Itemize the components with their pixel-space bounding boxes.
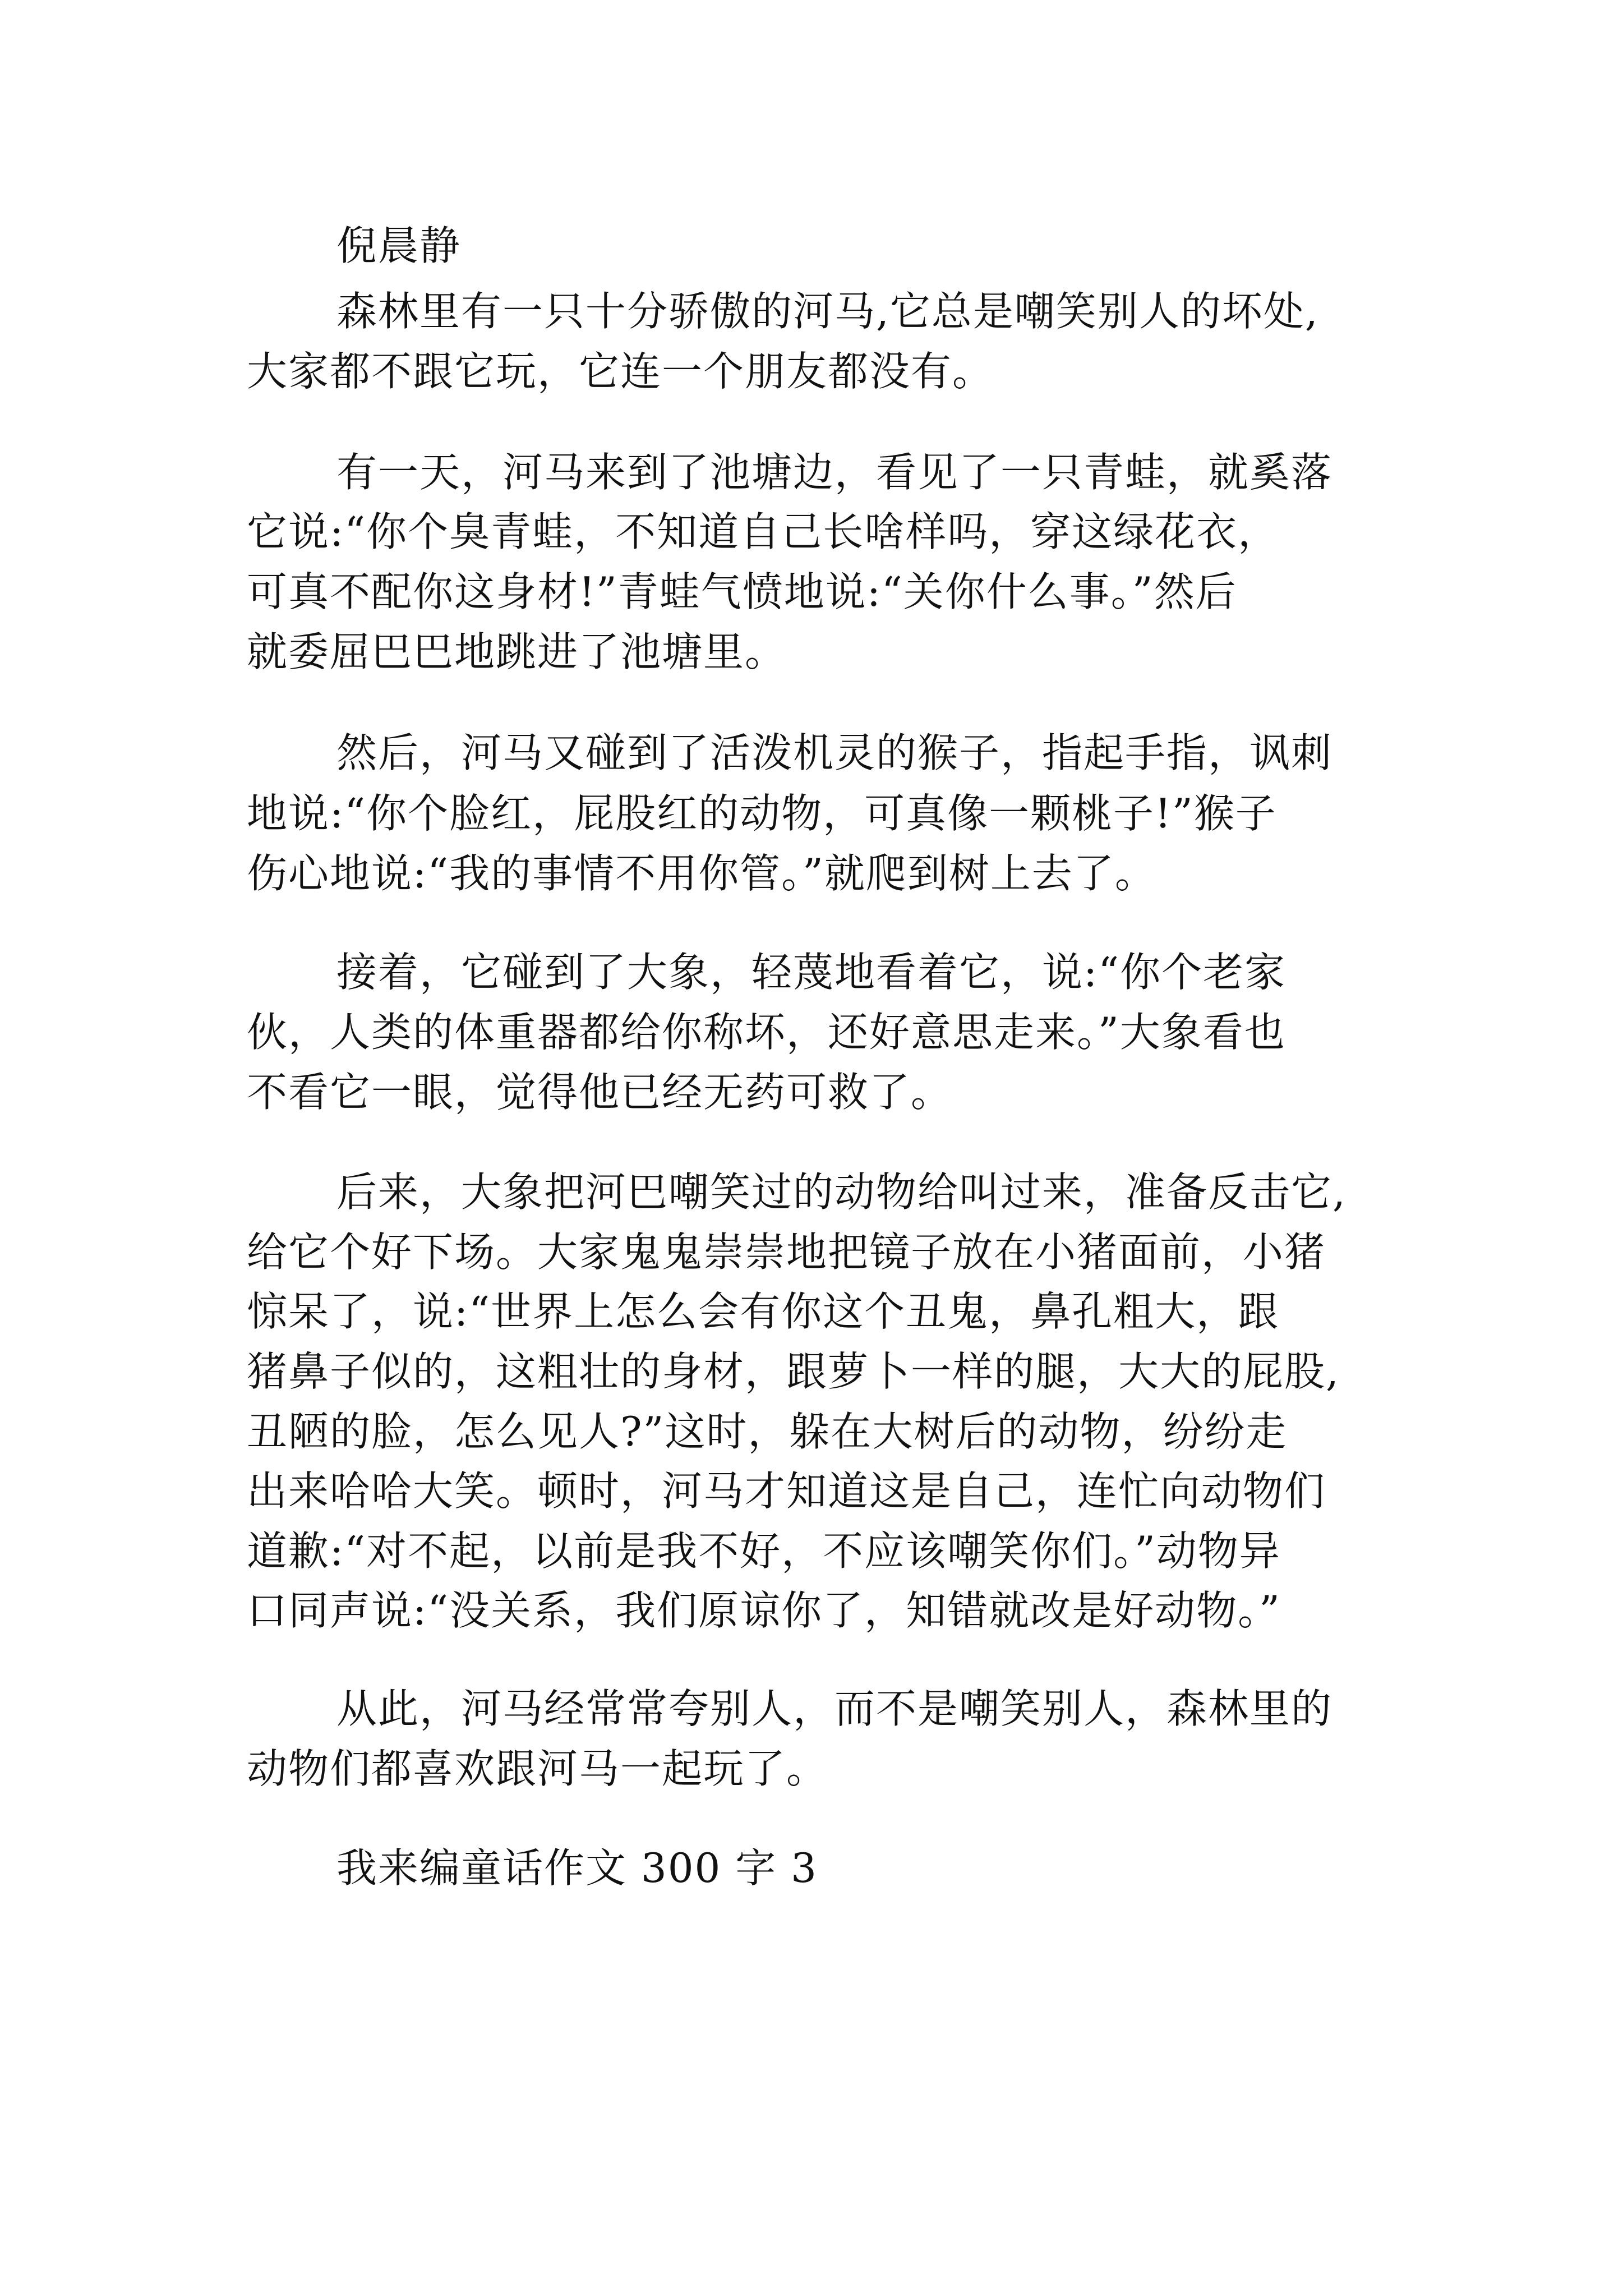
text-line: 伙，人类的体重器都给你称坏，还好意思走来。”大象看也 [247,1009,1286,1056]
text-line: 接着，它碰到了大象，轻蔑地看着它，说:“你个老家 [336,949,1287,996]
text-line: 给它个好下场。大家鬼鬼崇崇地把镜子放在小猪面前，小猪 [247,1228,1326,1276]
text-line: 有一天，河马来到了池塘边，看见了一只青蛙，就奚落 [336,449,1333,496]
author-line: 倪晨静 [336,222,462,269]
text-line: 出来哈哈大笑。顿时，河马才知道这是自己，连忙向动物们 [247,1467,1326,1515]
text-line: 惊呆了，说:“世界上怎么会有你这个丑鬼，鼻孔粗大，跟 [247,1288,1280,1335]
text-line: 猪鼻子似的，这粗壮的身材，跟萝卜一样的腿，大大的屁股, [247,1348,1340,1395]
text-line: 后来，大象把河巴嘲笑过的动物给叫过来，准备反击它, [336,1168,1347,1216]
text-line: 它说:“你个臭青蛙，不知道自己长啥样吗，穿这绿花衣， [247,508,1280,555]
text-line: 就委屈巴巴地跳进了池塘里。 [247,628,787,675]
next-section-title: 我来编童话作文 300 字 3 [336,1844,818,1892]
text-line: 口同声说:“没关系，我们原谅你了，知错就改是好动物。” [247,1587,1281,1634]
text-line: 伤心地说:“我的事情不用你管。”就爬到树上去了。 [247,850,1156,897]
text-line: 森林里有一只十分骄傲的河马,它总是嘲笑别人的坏处, [336,288,1319,335]
text-line: 动物们都喜欢跟河马一起玩了。 [247,1745,828,1792]
text-line: 然后，河马又碰到了活泼机灵的猴子，指起手指，讽刺 [336,729,1333,776]
text-line: 从此，河马经常常夸别人，而不是嘲笑别人，森林里的 [336,1685,1333,1732]
text-line: 丑陋的脸，怎么见人?”这时，躲在大树后的动物，纷纷走 [247,1408,1288,1455]
text-line: 不看它一眼，觉得他已经无药可救了。 [247,1069,953,1116]
text-line: 地说:“你个脸红，屁股红的动物，可真像一颗桃子!”猴子 [247,790,1277,837]
text-line: 可真不配你这身材!”青蛙气愤地说:“关你什么事。”然后 [247,568,1237,615]
text-line: 道歉:“对不起，以前是我不好，不应该嘲笑你们。”动物异 [247,1527,1281,1575]
text-line: 大家都不跟它玩，它连一个朋友都没有。 [247,348,994,395]
